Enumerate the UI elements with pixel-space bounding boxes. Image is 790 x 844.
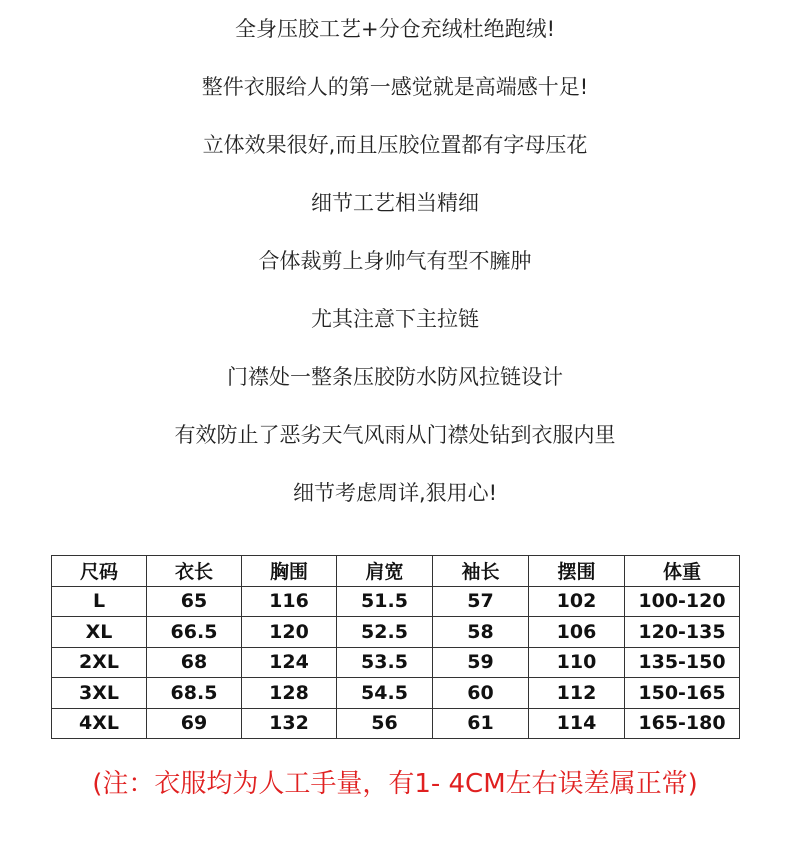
description-line-3: 立体效果很好,而且压胶位置都有字母压花 (202, 133, 588, 157)
table-cell: 124 (242, 647, 337, 678)
table-cell: 68 (147, 647, 242, 678)
table-row (52, 617, 740, 648)
table-cell: 61 (433, 708, 529, 739)
table-cell: 150-165 (625, 678, 740, 709)
table-row (52, 708, 740, 739)
table-row (52, 586, 740, 617)
table-cell: 69 (147, 708, 242, 739)
table-cell: 165-180 (625, 708, 740, 739)
table-cell: 66.5 (147, 617, 242, 648)
table-cell: 51.5 (337, 586, 433, 617)
table-cell: 52.5 (337, 617, 433, 648)
description-line-4: 细节工艺相当精细 (311, 191, 479, 215)
table-cell: 3XL (52, 678, 147, 709)
header-shoulder: 肩宽 (337, 556, 433, 587)
description-line-2: 整件衣服给人的第一感觉就是高端感十足! (201, 75, 589, 99)
table-cell: 120-135 (625, 617, 740, 648)
table-cell: 114 (529, 708, 625, 739)
table-cell: 2XL (52, 647, 147, 678)
header-size: 尺码 (52, 556, 147, 587)
header-sleeve: 袖长 (433, 556, 529, 587)
description-line-7: 门襟处一整条压胶防水防风拉链设计 (227, 365, 563, 389)
header-chest: 胸围 (242, 556, 337, 587)
table-cell: 116 (242, 586, 337, 617)
description-line-5: 合体裁剪上身帅气有型不臃肿 (258, 249, 532, 273)
table-cell: 54.5 (337, 678, 433, 709)
description-line-1: 全身压胶工艺+分仓充绒杜绝跑绒! (234, 17, 555, 41)
table-cell: 135-150 (625, 647, 740, 678)
measurement-note: (注：衣服均为人工手量，有1- 4CM左右误差属正常) (92, 769, 698, 799)
table-cell: XL (52, 617, 147, 648)
table-cell: 60 (433, 678, 529, 709)
table-cell: 56 (337, 708, 433, 739)
description-line-9: 细节考虑周详,狠用心! (292, 481, 498, 505)
table-cell: 58 (433, 617, 529, 648)
table-row (52, 678, 740, 709)
table-cell: 4XL (52, 708, 147, 739)
table-cell: 102 (529, 586, 625, 617)
table-cell: 59 (433, 647, 529, 678)
table-row (52, 647, 740, 678)
table-cell: 57 (433, 586, 529, 617)
table-cell: 112 (529, 678, 625, 709)
header-hem: 摆围 (529, 556, 625, 587)
size-chart-table (51, 555, 740, 739)
table-cell: 132 (242, 708, 337, 739)
table-cell: L (52, 586, 147, 617)
description-line-8: 有效防止了恶劣天气风雨从门襟处钻到衣服内里 (174, 423, 616, 447)
table-header-row (52, 556, 740, 587)
header-weight: 体重 (625, 556, 740, 587)
table-cell: 120 (242, 617, 337, 648)
description-line-6: 尤其注意下主拉链 (311, 307, 479, 331)
table-cell: 100-120 (625, 586, 740, 617)
table-cell: 65 (147, 586, 242, 617)
table-cell: 110 (529, 647, 625, 678)
header-length: 衣长 (147, 556, 242, 587)
table-cell: 68.5 (147, 678, 242, 709)
table-cell: 128 (242, 678, 337, 709)
table-cell: 53.5 (337, 647, 433, 678)
table-cell: 106 (529, 617, 625, 648)
